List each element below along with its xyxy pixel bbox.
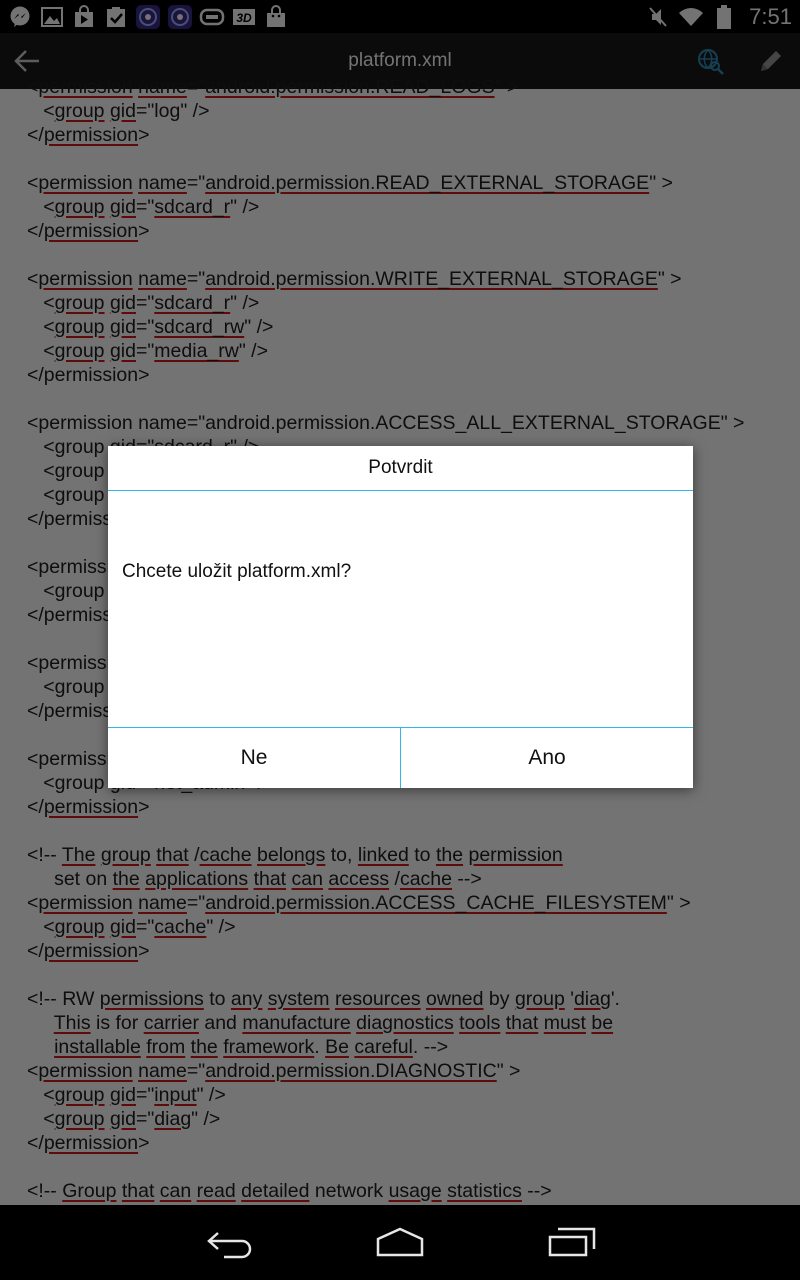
dialog-buttons bbox=[108, 727, 693, 788]
dialog-title: Potvrdit bbox=[108, 446, 693, 491]
nav-recents-icon[interactable] bbox=[546, 1227, 598, 1259]
navigation-bar bbox=[0, 1205, 800, 1280]
nav-home-icon[interactable] bbox=[374, 1227, 426, 1259]
save-confirm-dialog bbox=[108, 446, 693, 788]
no-button[interactable]: Ne bbox=[108, 728, 400, 788]
yes-button[interactable]: Ano bbox=[400, 728, 693, 788]
nav-back-icon[interactable] bbox=[204, 1227, 256, 1259]
dialog-message: Chcete uložit platform.xml? bbox=[122, 561, 352, 582]
